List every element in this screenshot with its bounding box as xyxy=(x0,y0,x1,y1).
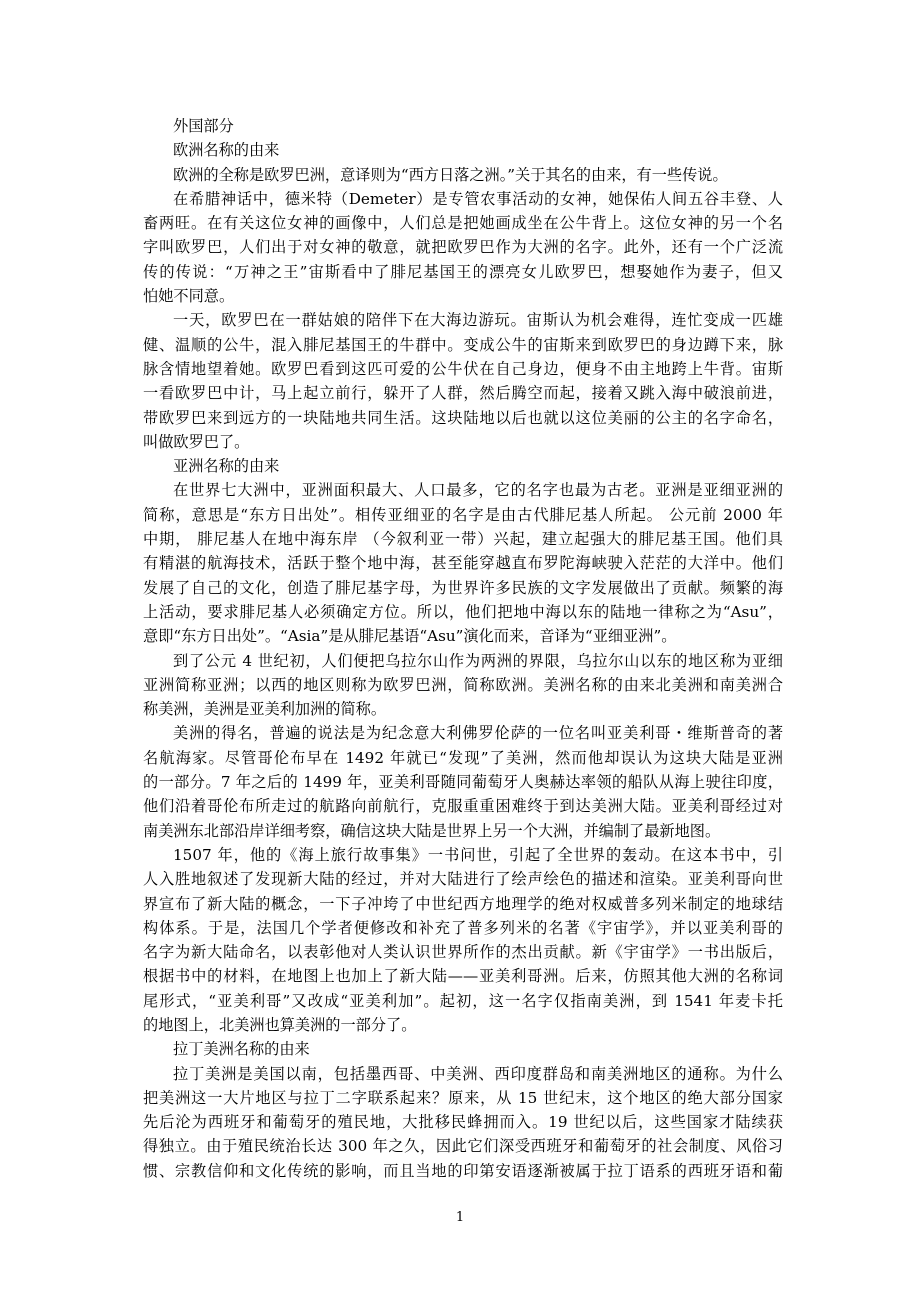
text-line: 南美洲东北部沿岸详细考察，确信这块大陆是世界上另一个大洲，并编制了最新地图。 xyxy=(143,821,721,840)
text-line: 1507 年，他的《海上旅行故事集》一书问世，引起了全世界的轰动。在这本书中，引 xyxy=(173,845,783,864)
text-line: 尾形式，“亚美利哥”又改成“亚美利加”。起初，这一名字仅指南美洲，到 1541 年麦卡托 xyxy=(143,991,783,1010)
document-page xyxy=(143,114,783,1183)
text-line: 欧洲的全称是欧罗巴洲，意译则为“西方日落之洲。”关于其名的由来，有一些传说。 xyxy=(173,165,728,184)
body-paragraph xyxy=(143,1062,783,1183)
section-heading xyxy=(143,138,783,162)
text-line: 界宣布了新大陆的概念，一下子冲垮了中世纪西方地理学的绝对权威普多列米制定的地球结 xyxy=(143,894,783,913)
document-body xyxy=(143,114,783,1183)
text-line: 拉丁美洲是美国以南，包括墨西哥、中美洲、西印度群岛和南美洲地区的通称。为什么 xyxy=(173,1064,783,1083)
section-heading xyxy=(143,454,783,478)
body-paragraph xyxy=(143,478,783,648)
text-line: 简称，意思是“东方日出处”。相传亚细亚的名字是由古代腓尼基人所起。 公元前 2000 年 xyxy=(143,505,783,524)
text-line: 在世界七大洲中，亚洲面积最大、人口最多，它的名字也最为古老。亚洲是亚细亚洲的 xyxy=(173,481,783,500)
text-line: 健、温顺的公牛，混入腓尼基国王的牛群中。变成公牛的宙斯来到欧罗巴的身边蹲下来，脉 xyxy=(143,335,783,354)
text-line: 带欧罗巴来到远方的一块陆地共同生活。这块陆地以后也就以这位美丽的公主的名字命名， xyxy=(143,408,783,427)
text-line: 他们沿着哥伦布所走过的航路向前航行，克服重重困难终于到达美洲大陆。亚美利哥经过对 xyxy=(143,797,783,816)
text-line: 欧洲名称的由来 xyxy=(173,141,280,160)
text-line: 发展了自己的文化，创造了腓尼基字母，为世界许多民族的文字发展做出了贡献。频繁的海 xyxy=(143,578,783,597)
text-line: 字叫欧罗巴，人们出于对女神的敬意，就把欧罗巴作为大洲的名字。此外，还有一个广泛流 xyxy=(143,238,783,257)
text-line: 意即“东方日出处”。“Asia”是从腓尼基语“Asu”演化而来，音译为“亚细亚洲”。 xyxy=(143,627,677,646)
text-line: 一天，欧罗巴在一群姑娘的陪伴下在大海边游玩。宙斯认为机会难得，连忙变成一匹雄 xyxy=(173,311,783,330)
section-heading xyxy=(143,1037,783,1061)
text-line: 外国部分 xyxy=(173,117,234,135)
text-line: 名航海家。尽管哥伦布早在 1492 年就已“发现”了美洲，然而他却误认为这块大陆是亚洲 xyxy=(143,748,783,767)
text-line: 畜两旺。在有关这位女神的画像中，人们总是把她画成坐在公牛背上。这位女神的另一个名 xyxy=(143,214,783,233)
text-line: 中期， 腓尼基人在地中海东岸 （今叙利亚一带）兴起，建立起强大的腓尼基王国。他们具 xyxy=(143,530,783,549)
text-line: 人入胜地叙述了发现新大陆的经过，并对大陆进行了绘声绘色的描述和渲染。亚美利哥向世 xyxy=(143,870,783,889)
text-line: 根据书中的材料，在地图上也加上了新大陆——亚美利哥洲。后来，仿照其他大洲的名称词 xyxy=(143,967,783,986)
text-line: 上活动，要求腓尼基人必须确定方位。所以，他们把地中海以东的陆地一律称之为“Asu”， xyxy=(143,602,783,621)
text-line: 亚洲简称亚洲；以西的地区则称为欧罗巴洲，简称欧洲。美洲名称的由来北美洲和南美洲合 xyxy=(143,675,783,694)
body-paragraph xyxy=(143,843,783,1037)
body-paragraph xyxy=(143,649,783,722)
text-line: 脉含情地望着她。欧罗巴看到这匹可爱的公牛伏在自己身边，便身不由主地跨上牛背。宙斯 xyxy=(143,359,783,378)
body-paragraph xyxy=(143,163,783,187)
page-number: 1 xyxy=(455,1210,465,1225)
text-line: 有精湛的航海技术，活跃于整个地中海，甚至能穿越直布罗陀海峡驶入茫茫的大洋中。他们 xyxy=(143,554,783,573)
body-paragraph xyxy=(143,308,783,454)
text-line: 到了公元 4 世纪初，人们便把乌拉尔山作为两洲的界限，乌拉尔山以东的地区称为亚细 xyxy=(173,651,783,670)
text-line: 传的传说：“万神之王”宙斯看中了腓尼基国王的漂亮女儿欧罗巴，想娶她作为妻子，但又 xyxy=(143,262,783,281)
section-heading xyxy=(143,114,783,138)
text-line: 称美洲，美洲是亚美利加洲的简称。 xyxy=(143,700,386,719)
text-line: 一看欧罗巴中计，马上起立前行，躲开了人群，然后腾空而起，接着又跳入海中破浪前进， xyxy=(143,384,783,403)
text-line: 在希腊神话中，德米特（Demeter）是专管农事活动的女神，她保佑人间五谷丰登、人 xyxy=(173,189,783,208)
text-line: 拉丁美洲名称的由来 xyxy=(173,1040,310,1059)
body-paragraph xyxy=(143,187,783,308)
text-line: 的地图上，北美洲也算美洲的一部分了。 xyxy=(143,1015,417,1034)
text-line: 把美洲这一大片地区与拉丁二字联系起来？原来，从 15 世纪末，这个地区的绝大部分国家 xyxy=(143,1088,783,1107)
text-line: 的一部分。7 年之后的 1499 年，亚美利哥随同葡萄牙人奥赫达率领的船队从海上驶往印度， xyxy=(143,773,783,792)
text-line: 惯、宗教信仰和文化传统的影响，而且当地的印第安语逐渐被属于拉丁语系的西班牙语和葡 xyxy=(143,1161,783,1180)
body-paragraph xyxy=(143,721,783,842)
text-line: 美洲的得名，普遍的说法是为纪念意大利佛罗伦萨的一位名叫亚美利哥・维斯普奇的著 xyxy=(173,724,783,743)
text-line: 构体系。于是，法国几个学者便修改和补充了普多列米的名著《宇宙学》，并以亚美利哥的 xyxy=(143,918,783,937)
text-line: 得独立。由于殖民统治长达 300 年之久，因此它们深受西班牙和葡萄牙的社会制度、风俗习 xyxy=(143,1137,783,1156)
text-line: 怕她不同意。 xyxy=(143,287,235,306)
text-line: 名字为新大陆命名，以表彰他对人类认识世界所作的杰出贡献。新《宇宙学》一书出版后， xyxy=(143,943,783,962)
text-line: 叫做欧罗巴了。 xyxy=(143,432,250,451)
text-line: 亚洲名称的由来 xyxy=(173,457,280,476)
text-line: 先后沦为西班牙和葡萄牙的殖民地，大批移民蜂拥而入。19 世纪以后，这些国家才陆续获 xyxy=(143,1113,783,1132)
